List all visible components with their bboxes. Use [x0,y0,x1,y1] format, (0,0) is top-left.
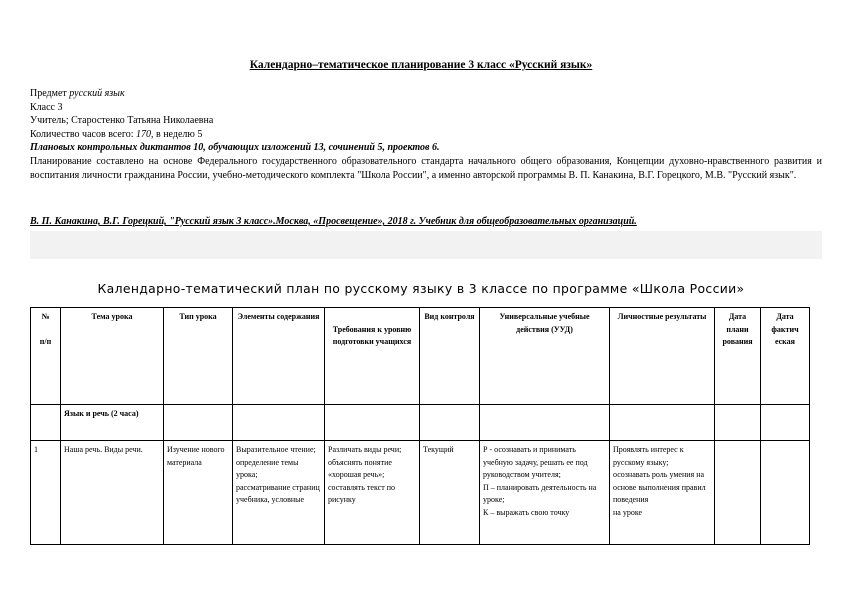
class-line: Класс 3 [30,101,63,113]
section-row [31,405,810,441]
column-header: Элементы содержания [233,308,325,405]
cell-num: 1 [31,441,61,545]
shaded-band [30,231,822,259]
table-cell [480,405,610,441]
table-cell [233,405,325,441]
cell-personal: Проявлять интерес к русскому языку; осознавать роль умения на основе выполнения правил поведения на уроке [610,441,715,545]
subject-value: русский язык [69,88,125,99]
column-header: Дата фактич еская [761,308,810,405]
table-cell [420,405,480,441]
cell-control: Текущий [420,441,480,545]
table-header-row [31,308,810,405]
cell-elements: Выразительное чтение; определение темы урока; рассматривание страниц учебника, условные [233,441,325,545]
cell-requirements: Различать виды речи; объяснять понятие «хорошая речь»; составлять текст по рисунку [325,441,420,545]
hours-label: Количество часов всего: [30,128,136,140]
column-header: № п/п [31,308,61,405]
plan-title: Календарно-тематический план по русскому языку в 3 классе по программе «Школа России» [97,281,745,296]
cell-uud: Р - осознавать и принимать учебную задачу, решать ее под руководством учителя; П – планировать деятельность на уроке; К – выражать свою точку [480,441,610,545]
cell-topic: Наша речь. Виды речи. [61,441,164,545]
hours-week: , в неделю 5 [150,128,203,140]
teacher-line: Учитель; Старостенко Татьяна Николаевна [30,115,214,127]
controls-line: Плановых контрольных диктантов 10, обучающих изложений 13, сочинений 5, проектов 6. [30,142,440,154]
table-cell [715,405,761,441]
cell-type: Изучение нового материала [164,441,233,545]
section-label: Язык и речь (2 часа) [61,405,164,441]
subject-label: Предмет [30,88,70,99]
column-header: Вид контроля [420,308,480,405]
planning-paragraph: Планирование составлено на основе Федерального государственного образовательного стандарта начального общего образования, Концепции духовно-нравственного развития и воспитания личности гражданина России, учебно-методического комплекта "Школа России", а именно авторской программы В. П. Канакина, В.Г. Горецкого, М.В. "Русский язык". [30,155,822,181]
subject-line [30,87,822,101]
hours-line [30,128,822,142]
cell-date-plan [715,441,761,545]
column-header: Тема урока [61,308,164,405]
table-row [31,441,810,545]
column-header: Дата плани рования [715,308,761,405]
table-cell [325,405,420,441]
document-title: Календарно–тематическое планирование 3 класс «Русский язык» [249,59,593,71]
table-cell [761,405,810,441]
hours-total: 170 [135,128,151,140]
table-cell [164,405,233,441]
plan-table [30,307,810,545]
textbook-reference: В. П. Канакина, В.Г. Горецкий, "Русский язык 3 класс».Москва, «Просвещение», 2018 г. Учебник для общеобразовательных организаций. [30,216,637,227]
cell-date-fact [761,441,810,545]
column-header: Тип урока [164,308,233,405]
document-info [30,87,822,182]
column-header: Личностные результаты [610,308,715,405]
table-cell [610,405,715,441]
column-header: Универсальные учебные действия (УУД) [480,308,610,405]
table-cell [31,405,61,441]
column-header: Требования к уровню подготовки учащихся [325,308,420,405]
